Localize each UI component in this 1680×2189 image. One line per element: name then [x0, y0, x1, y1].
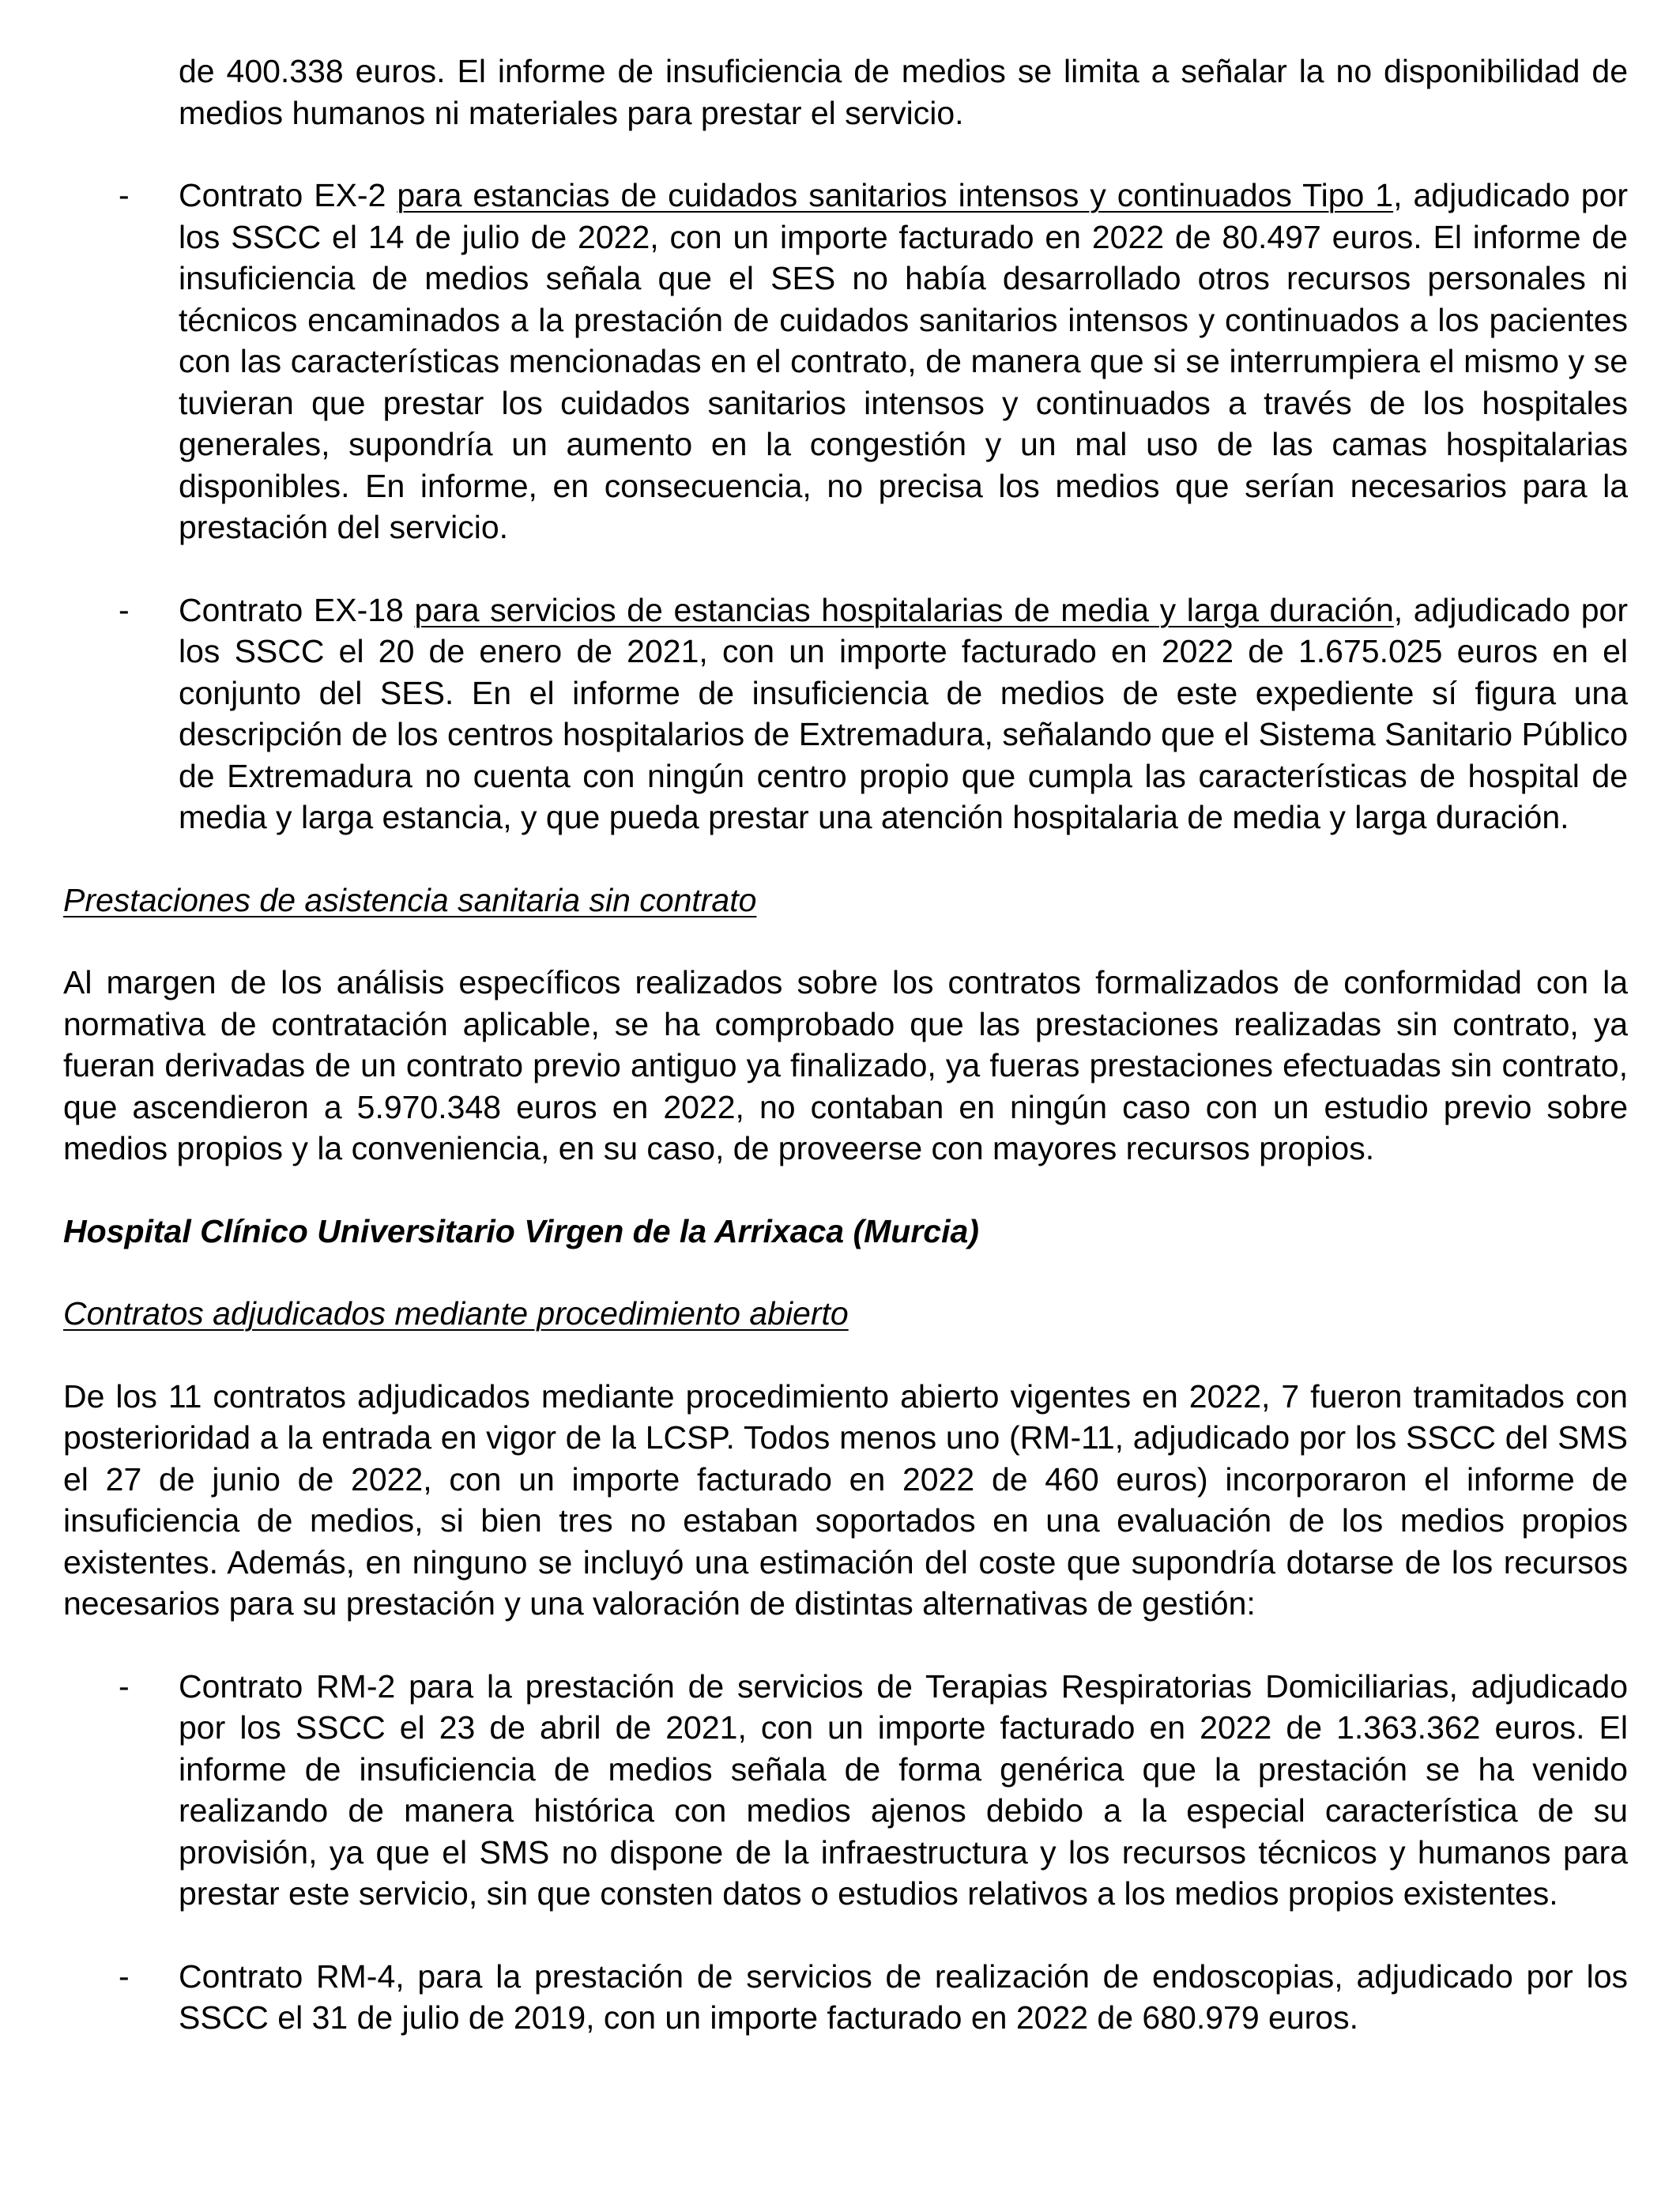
- ex18-text: [179, 590, 1628, 838]
- ex18-lead: Contrato EX-18: [179, 591, 415, 628]
- ex2-lead: Contrato EX-2: [179, 177, 397, 213]
- ex18-body: , adjudicado por los SSCC el 20 de enero de 2021, con un importe facturado en 2022 de 1.675.025 euros en el conjunto del SES. En el informe de insuficiencia de medios de este expediente sí figura una descripción de los centros hospitalarios de Extremadura, señalando que el Sistema Sanitario Público de Extremadura no cuenta con ningún centro propio que cumpla las características de hospital de media y larga estancia, y que pueda prestar una atención hospitalaria de media y larga duración.: [179, 591, 1629, 835]
- ex2-body: , adjudicado por los SSCC el 14 de julio de 2022, con un importe facturado en 2022 de 80.497 euros. El informe de insuficiencia de medios señala que el SES no había desarrollado otros recursos personales ni técnicos encaminados a la prestación de cuidados sanitarios intensos y continuados a los pacientes con las características mencionadas en el contrato, de manera que si se interrumpiera el mismo y se tuvieran que prestar los cuidados sanitarios intensos y continuados a través de los hospitales generales, supondría un aumento en la congestión y un mal uso de las camas hospitalarias disponibles. En informe, en consecuencia, no precisa los medios que serían necesarios para la prestación del servicio.: [179, 177, 1629, 545]
- bullet-dash: -: [119, 1957, 130, 1995]
- bullet-dash: -: [119, 177, 130, 213]
- paragraph-sin-contrato: Al margen de los análisis específicos realizados sobre los contratos formalizados de conformidad con la normativa de contratación aplicable, se ha comprobado que las prestaciones realizadas sin contrato, ya fueran derivadas de un contrato previo antiguo ya finalizado, ya fueras prestaciones efectuadas sin contrato, que ascendieron a 5.970.348 euros en 2022, no contaban en ningún caso con un estudio previo sobre medios propios y la conveniencia, en su caso, de proveerse con mayores recursos propios.: [63, 964, 1628, 1166]
- ex2-underlined-title: para estancias de cuidados sanitarios intensos y continuados Tipo 1: [397, 177, 1394, 213]
- section-heading-sin-contrato: Prestaciones de asistencia sanitaria sin contrato: [63, 881, 757, 918]
- ex2-text: [179, 175, 1628, 548]
- paragraph-abierto: De los 11 contratos adjudicados mediante procedimiento abierto vigentes en 2022, 7 fueron tramitados con posterioridad a la entrada en vigor de la LCSP. Todos menos uno (RM-11, adjudicado por los SSCC del SMS el 27 de junio de 2022, con un importe facturado en 2022 de 460 euros) incorporaron el informe de insuficiencia de medios, si bien tres no estaban soportados en una evaluación de los medios propios existentes. Además, en ninguno se incluyó una estimación del coste que supondría dotarse de los recursos necesarios para su prestación y una valoración de distintas alternativas de gestión:: [63, 1377, 1628, 1622]
- list-item-ex18: [119, 590, 1629, 838]
- paragraph-continuation: de 400.338 euros. El informe de insuficiencia de medios se limita a señalar la no disponibilidad de medios humanos ni materiales para prestar el servicio.: [179, 53, 1628, 131]
- rm4-text: Contrato RM-4, para la prestación de servicios de realización de endoscopias, adjudicado por los SSCC el 31 de julio de 2019, con un importe facturado en 2022 de 680.979 euros.: [179, 1957, 1628, 2036]
- rm2-text: Contrato RM-2 para la prestación de servicios de Terapias Respiratorias Domiciliarias, adjudicado por los SSCC el 23 de abril de 2021, con un importe facturado en 2022 de 1.363.362 euros. El informe de insuficiencia de medios señala de forma genérica que la prestación se ha venido realizando de manera histórica con medios ajenos debido a la especial característica de su provisión, ya que el SMS no dispone de la infraestructura y los recursos técnicos y humanos para prestar este servicio, sin que consten datos o estudios relativos a los medios propios existentes.: [179, 1667, 1628, 1912]
- list-item-ex2: [119, 175, 1629, 548]
- bullet-dash: -: [119, 591, 130, 628]
- list-item-rm2: [119, 1666, 1628, 1915]
- document-page: [63, 51, 1628, 2039]
- subsection-heading-abierto: Contratos adjudicados mediante procedimiento abierto: [63, 1295, 849, 1332]
- ex18-underlined-title: para servicios de estancias hospitalarias de media y larga duración: [414, 591, 1394, 628]
- bullet-dash: -: [119, 1667, 130, 1705]
- list-item-rm4: [119, 1956, 1628, 2039]
- section-heading-hospital: Hospital Clínico Universitario Virgen de la Arrixaca (Murcia): [63, 1212, 979, 1249]
